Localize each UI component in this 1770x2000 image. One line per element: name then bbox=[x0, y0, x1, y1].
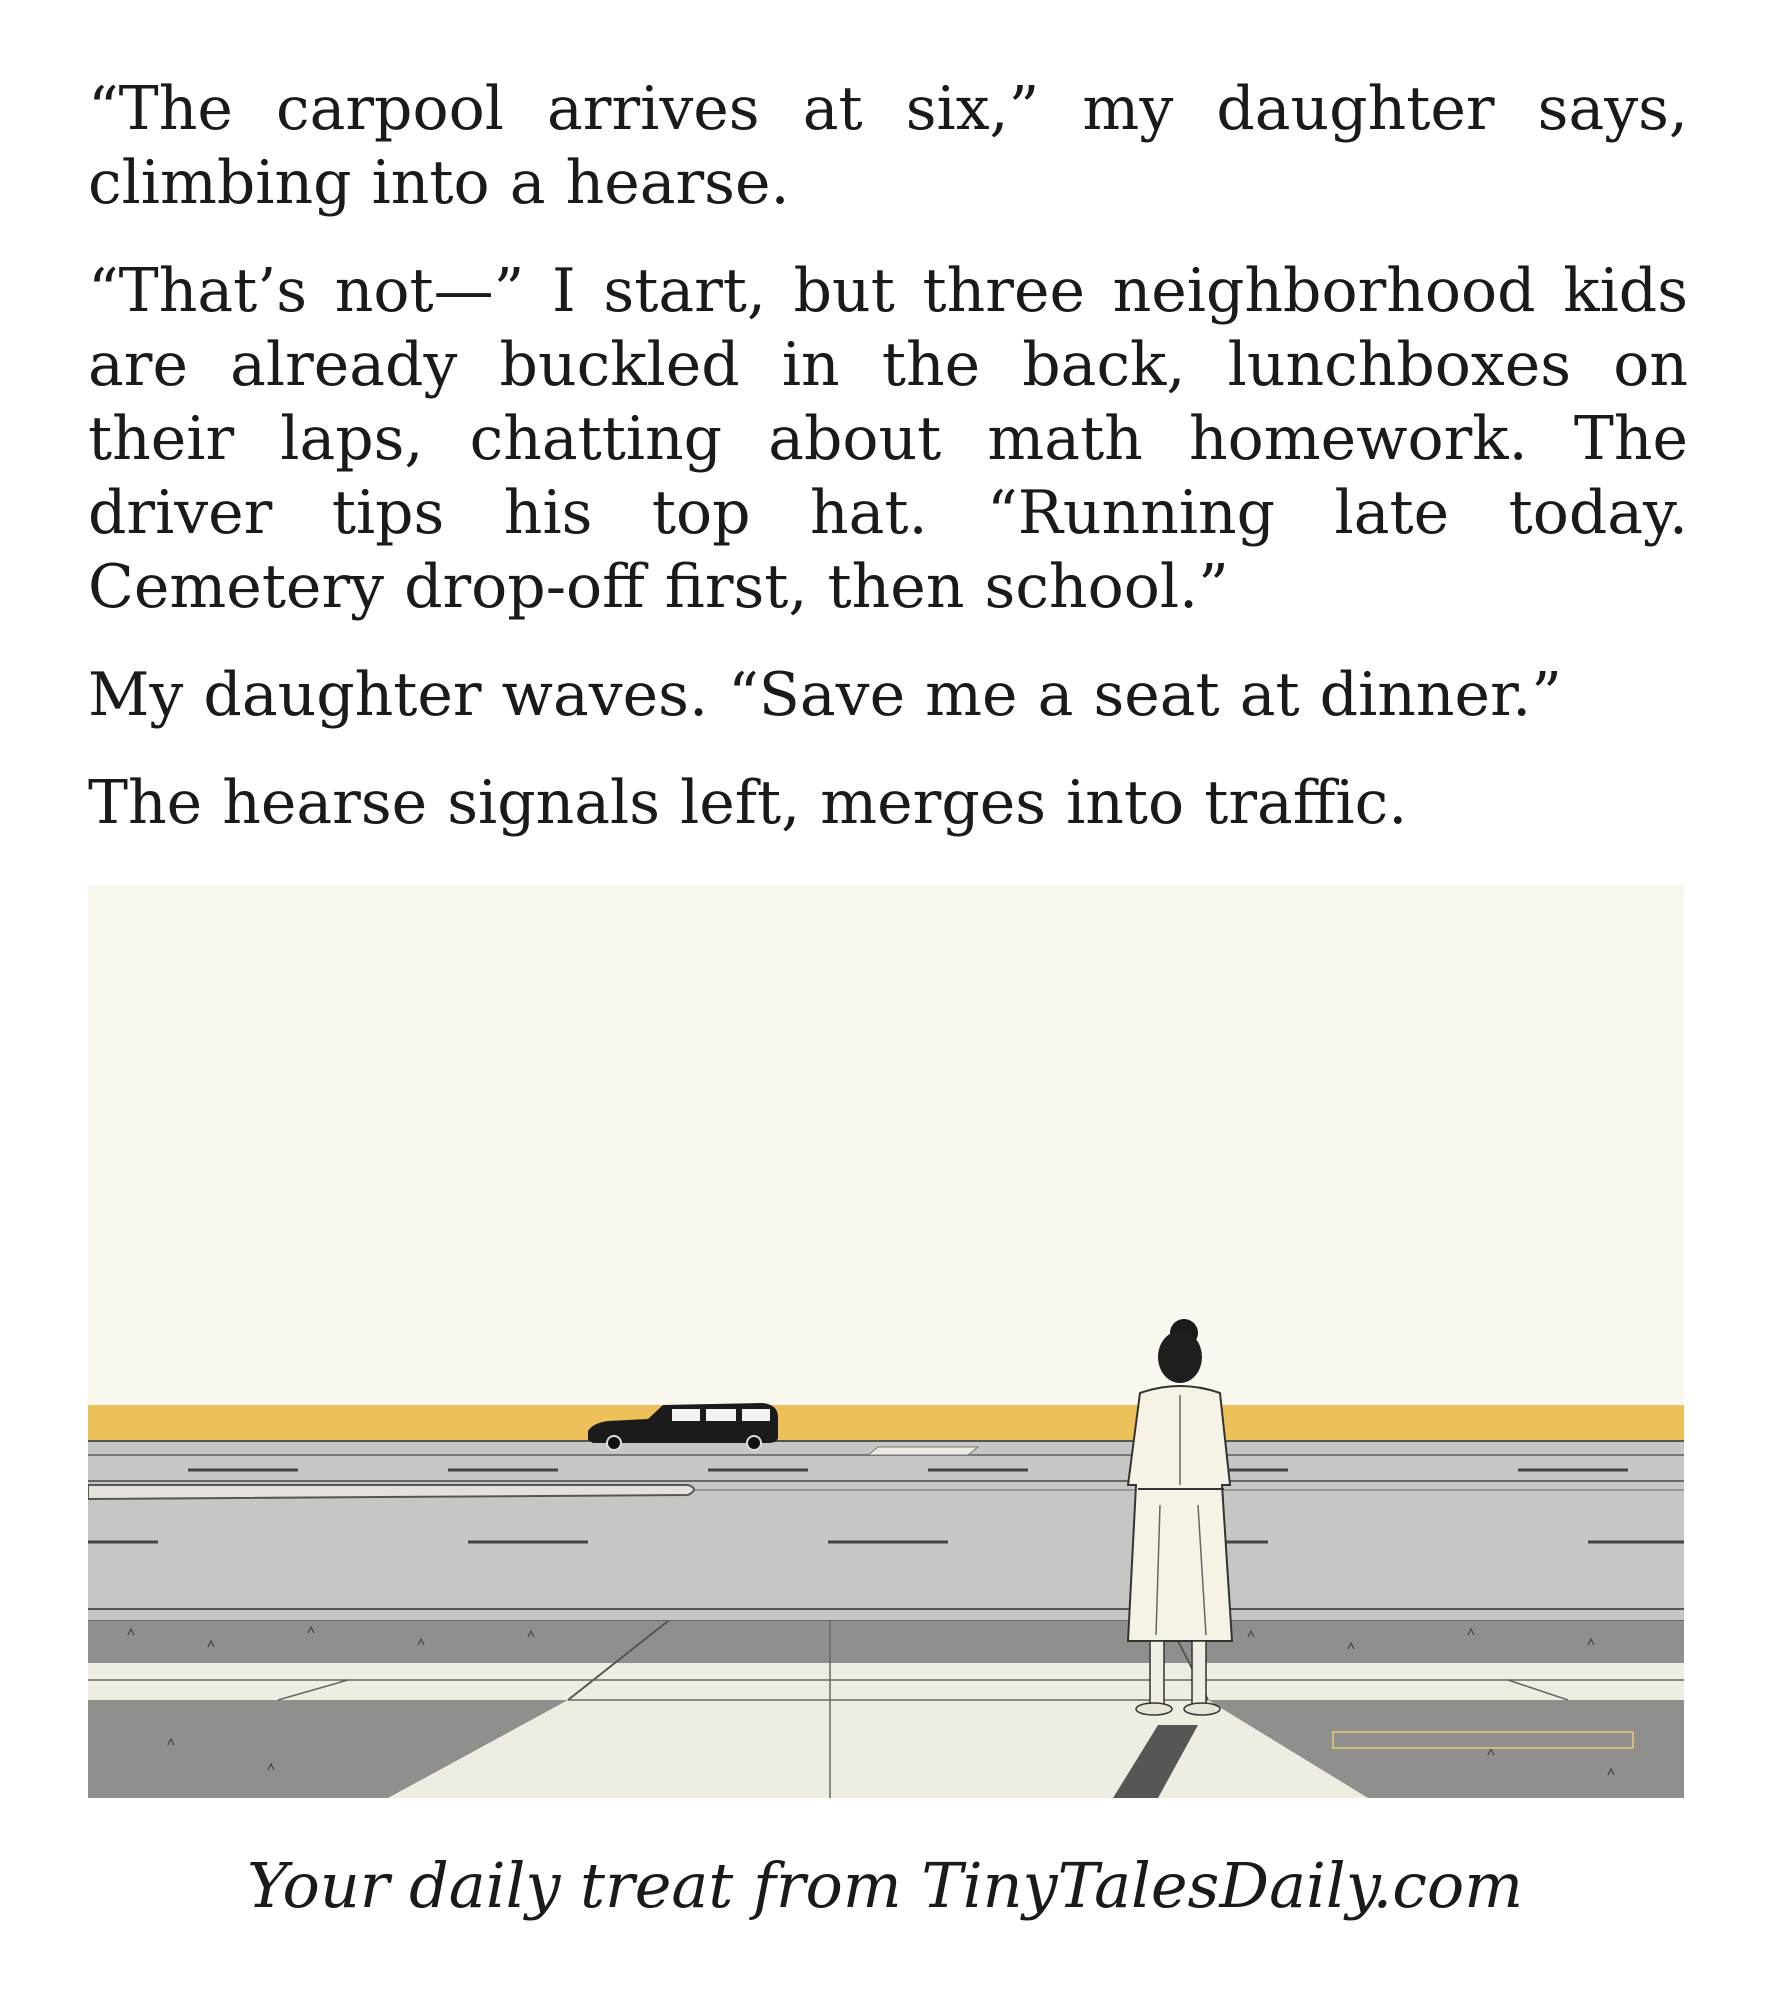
grass-strip bbox=[88, 1621, 1684, 1663]
footer-tagline: Your daily treat from TinyTalesDaily.com bbox=[246, 1849, 1524, 1922]
story-text bbox=[88, 72, 1688, 874]
horizon-band bbox=[88, 1405, 1684, 1445]
sky bbox=[88, 885, 1684, 1410]
story-paragraph-2: “That’s not—” I start, but three neighborhood kids are already buckled in the back, lunchboxes on their laps, chatting about math homework. The driver tips his top hat. “Running late today. Cemetery drop-off first, then school.” bbox=[88, 256, 1688, 622]
story-paragraph-4: The hearse signals left, merges into traffic. bbox=[88, 768, 1408, 838]
road bbox=[88, 1441, 1684, 1621]
illustration-scene bbox=[88, 885, 1684, 1798]
story-paragraph-1: “The carpool arrives at six,” my daughter says, climbing into a hearse. bbox=[88, 74, 1688, 218]
story-paragraph-3: My daughter waves. “Save me a seat at dinner.” bbox=[88, 660, 1562, 730]
story-illustration bbox=[88, 885, 1684, 1798]
